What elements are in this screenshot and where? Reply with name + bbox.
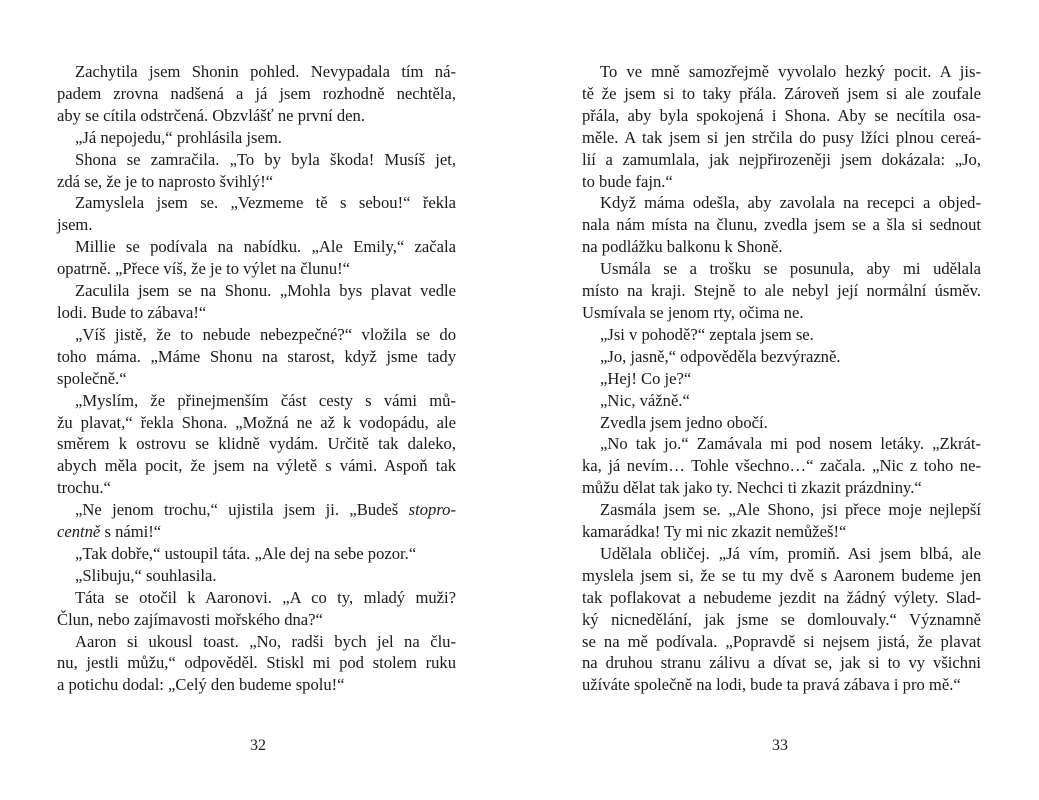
text-line: „Myslím, že přinejmenším část cesty s vámi mů- <box>75 390 456 410</box>
text-line: „Tak dobře,“ ustoupil táta. „Ale dej na sebe pozor.“ <box>75 543 417 563</box>
paragraph <box>582 258 981 324</box>
page-number-right: 33 <box>772 737 788 754</box>
text-line: na druhou stranu zálivu a dívat se, jak si to vy všichni <box>582 653 981 673</box>
paragraph <box>57 324 456 390</box>
text-line: to bude fajn.“ <box>582 171 673 191</box>
text-line: užíváte společně na lodi, bude ta pravá zábava i pro mě.“ <box>582 675 961 695</box>
paragraph <box>582 499 981 543</box>
text-line: Zvedla jsem jedno obočí. <box>600 412 768 432</box>
paragraph <box>582 543 981 696</box>
right-page-text <box>582 61 981 696</box>
paragraph <box>57 236 456 280</box>
text-line: místo na kraji. Stejně to ale nebyl její normální úsměv. <box>582 281 981 301</box>
paragraph <box>582 192 981 258</box>
text-line: Usmála se a trošku se posunula, aby mi udělala <box>600 259 981 279</box>
paragraph <box>582 433 981 499</box>
paragraph <box>57 127 456 149</box>
text-line: Táta se otočil k Aaronovi. „A co ty, mladý muži? <box>75 587 456 607</box>
text-line: Millie se podívala na nabídku. „Ale Emily,“ začala <box>75 237 456 257</box>
text-line: nu, jestli můžu,“ odpověděl. Stiskl mi pod stolem ruku <box>57 653 456 673</box>
paragraph <box>57 280 456 324</box>
text-line: Člun, nebo zajímavosti mořského dna?“ <box>57 609 323 629</box>
text-line: „Jo, jasně,“ odpověděla bezvýrazně. <box>600 346 841 366</box>
paragraph <box>57 149 456 193</box>
text-line: myslela jsem si, že se tu my dvě s Aaronem budeme jen <box>582 565 981 585</box>
paragraph <box>57 61 456 127</box>
text-line: „Slibuju,“ souhlasila. <box>75 565 217 585</box>
text-line: zdá se, že je to naprosto švihlý!“ <box>57 171 274 191</box>
text-line: můžu dělat tak jako ty. Nechci ti zkazit prázdniny.“ <box>582 478 922 498</box>
text-line: „Víš jistě, že to nebude nebezpečné?“ vložila se do <box>75 324 456 344</box>
text-line: „Hej! Co je?“ <box>600 368 692 388</box>
text-segment: „Ne jenom trochu,“ ujistila jsem ji. „Budeš <box>75 500 409 520</box>
text-line: jsem. <box>57 215 93 235</box>
text-line: Usmívala se jenom rty, očima ne. <box>582 302 804 322</box>
paragraph <box>582 368 981 390</box>
text-line: Aaron si ukousl toast. „No, radši bych jel na člu- <box>75 631 456 651</box>
paragraph <box>582 61 981 192</box>
text-line: na podlážku balkonu k Shoně. <box>582 237 783 257</box>
text-line: měle. A tak jsem si jen strčila do pusy lžíci plnou cereá- <box>582 127 981 147</box>
text-line: abych měla pocit, že jsem na výletě s vámi. Aspoň tak <box>57 456 456 476</box>
text-line: „Nic, vážně.“ <box>600 390 690 410</box>
paragraph <box>57 543 456 565</box>
text-line: toho máma. „Máme Shonu na starost, když jsme tady <box>57 346 456 366</box>
text-line: trochu.“ <box>57 478 111 498</box>
text-line: nala nám místa na člunu, zvedla jsem se a šla si sednout <box>582 215 981 235</box>
text-line: lií a zamumlala, jak nejpřirozeněji jsem dokázala: „Jo, <box>582 149 981 169</box>
text-line: Zachytila jsem Shonin pohled. Nevypadala tím ná- <box>75 62 456 81</box>
text-line: Udělala obličej. „Já vím, promiň. Asi jsem blbá, ale <box>600 543 981 563</box>
text-line: „Já nepojedu,“ prohlásila jsem. <box>75 127 282 147</box>
paragraph <box>57 587 456 631</box>
text-line: a potichu dodal: „Celý den budeme spolu!“ <box>57 675 345 695</box>
text-line: To ve mně samozřejmě vyvolalo hezký pocit. A jis- <box>600 62 981 81</box>
italic-text: stopro- <box>408 500 456 520</box>
text-line: tě že jsem si to taky přála. Zároveň jsem si ale zoufale <box>582 83 981 103</box>
text-line: přála, aby byla spokojená i Shona. Aby se necítila osa- <box>582 105 981 125</box>
text-line: směrem k ostrovu se klidně vydám. Určitě tak daleko, <box>57 434 456 454</box>
text-line: Shona se zamračila. „To by byla škoda! Musíš jet, <box>75 149 456 169</box>
text-line: opatrně. „Přece víš, že je to výlet na člunu!“ <box>57 259 351 279</box>
text-line: Zasmála jsem se. „Ale Shono, jsi přece moje nejlepší <box>600 500 981 520</box>
paragraph <box>582 346 981 368</box>
paragraph <box>57 192 456 236</box>
italic-text: centně <box>57 522 101 542</box>
text-line: kamarádka! Ty mi nic zkazit nemůžeš!“ <box>582 522 847 542</box>
paragraph <box>57 631 456 697</box>
text-line: Zamyslela jsem se. „Vezmeme tě s sebou!“ řekla <box>75 193 456 213</box>
paragraph <box>57 390 456 500</box>
text-line: ka, já nevím… Tohle všechno…“ začala. „Nic z toho ne- <box>582 456 981 476</box>
text-line: společně.“ <box>57 368 127 388</box>
text-line: aby se cítila odstrčená. Obzvlášť ne první den. <box>57 105 365 125</box>
text-line: ký nicnedělání, jak jsme se domlouvaly.“ Významně <box>582 609 981 629</box>
text-line: „No tak jo.“ Zamávala mi pod nosem letáky. „Zkrát- <box>600 434 981 454</box>
page-number-left: 32 <box>250 737 266 754</box>
paragraph <box>57 565 456 587</box>
text-line: Když máma odešla, aby zavolala na recepci a objed- <box>600 193 981 213</box>
text-line <box>57 499 456 521</box>
text-line: žu plavat,“ řekla Shona. „Možná ne až k vodopádu, ale <box>57 412 456 432</box>
text-line: padem zrovna nadšená a já jsem rozhodně nechtěla, <box>57 83 456 103</box>
text-segment: s námi!“ <box>100 522 162 542</box>
text-line <box>57 521 456 543</box>
paragraph <box>582 390 981 412</box>
text-line: „Jsi v pohodě?“ zeptala jsem se. <box>600 324 814 344</box>
paragraph <box>57 499 456 543</box>
left-page-text <box>57 61 456 696</box>
paragraph <box>582 324 981 346</box>
text-line: tak poflakovat a nebudeme jezdit na žádný výlety. Slad- <box>582 587 981 607</box>
text-line: se na mě podívala. „Popravdě si nejsem jistá, že plavat <box>582 631 981 651</box>
text-line: lodi. Bude to zábava!“ <box>57 302 207 322</box>
text-line: Zaculila jsem se na Shonu. „Mohla bys plavat vedle <box>75 281 456 301</box>
paragraph <box>582 412 981 434</box>
